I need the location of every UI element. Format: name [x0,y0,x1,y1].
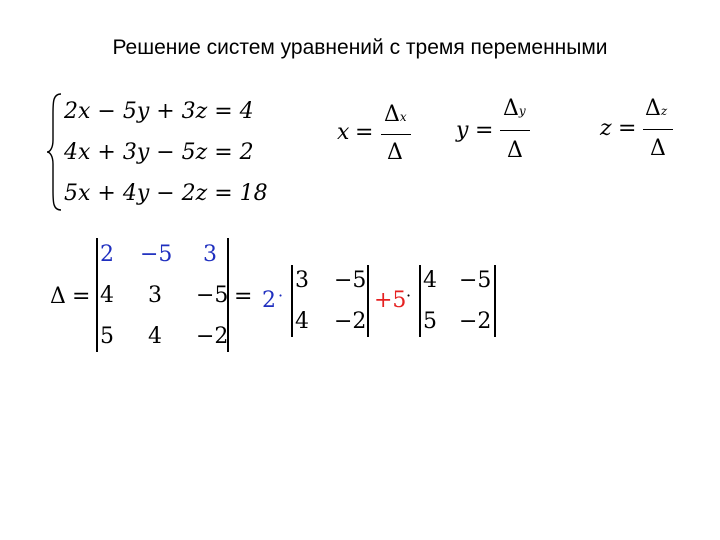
cramer-y-fraction-bar [500,130,530,131]
cramer-x-fraction-bar [381,134,411,135]
matrix-cell-r2c2: 3 [148,283,162,308]
matrix-cell-r3c3: −2 [196,324,229,349]
matrix-cell-r2c3: −5 [196,283,229,308]
delta-symbol: Δ [645,96,661,121]
slide-title: Решение систем уравнений с тремя переменными [112,36,608,59]
equation-2: 4x + 3y − 5z = 2 [64,140,254,165]
cramer-z-numerator [645,98,667,120]
cramer-x-equals: = [355,120,374,145]
multiply-dot-2: · [406,286,412,305]
matrix-cell-r1c3: 3 [203,242,217,267]
determinant-symbol: Δ [50,284,66,309]
coefficient-2: +5 [374,288,407,313]
minor1-cell-r2c2: −2 [334,309,367,334]
cramer-y-numerator [503,98,526,120]
cramer-x-numerator [384,104,407,126]
minor2-right-bar [494,265,496,337]
matrix-cell-r3c1: 5 [100,324,114,349]
cramer-y-denominator: Δ [507,138,523,163]
system-brace [45,92,65,212]
cramer-z-equals: = [618,116,637,141]
cramer-y-equals: = [475,118,494,143]
cramer-z-var: z [600,116,612,141]
cramer-x-denominator: Δ [387,140,403,165]
expansion-equals: = [234,284,253,309]
cramer-y-var: y [456,118,469,143]
coefficient-1: 2 [262,288,276,313]
delta-symbol: Δ [503,96,519,121]
cramer-y-subscript: y [518,104,526,118]
minor2-cell-r2c1: 5 [423,309,437,334]
determinant-equals: = [72,284,91,309]
minor1-cell-r1c1: 3 [295,268,309,293]
matrix-cell-r3c2: 4 [148,324,162,349]
minor2-left-bar [419,265,421,337]
minor1-cell-r1c2: −5 [334,268,367,293]
minor2-cell-r2c2: −2 [459,309,492,334]
minor1-left-bar [291,265,293,337]
minor1-right-bar [367,265,369,337]
equation-3: 5x + 4y − 2z = 18 [64,181,268,206]
minor1-cell-r2c1: 4 [295,309,309,334]
delta-symbol: Δ [384,102,400,127]
cramer-z-subscript: z [660,104,668,118]
minor2-cell-r1c1: 4 [423,268,437,293]
cramer-z-fraction-bar [643,129,673,130]
cramer-x-subscript: x [399,110,407,124]
multiply-dot-1: · [278,286,284,305]
matrix-cell-r2c1: 4 [100,283,114,308]
minor2-cell-r1c2: −5 [459,268,492,293]
cramer-x-var: x [337,120,350,145]
cramer-z-denominator: Δ [650,136,666,161]
matrix-left-bar [96,238,98,352]
matrix-cell-r1c2: −5 [140,242,173,267]
matrix-cell-r1c1: 2 [100,242,114,267]
equation-1: 2x − 5y + 3z = 4 [64,99,254,124]
